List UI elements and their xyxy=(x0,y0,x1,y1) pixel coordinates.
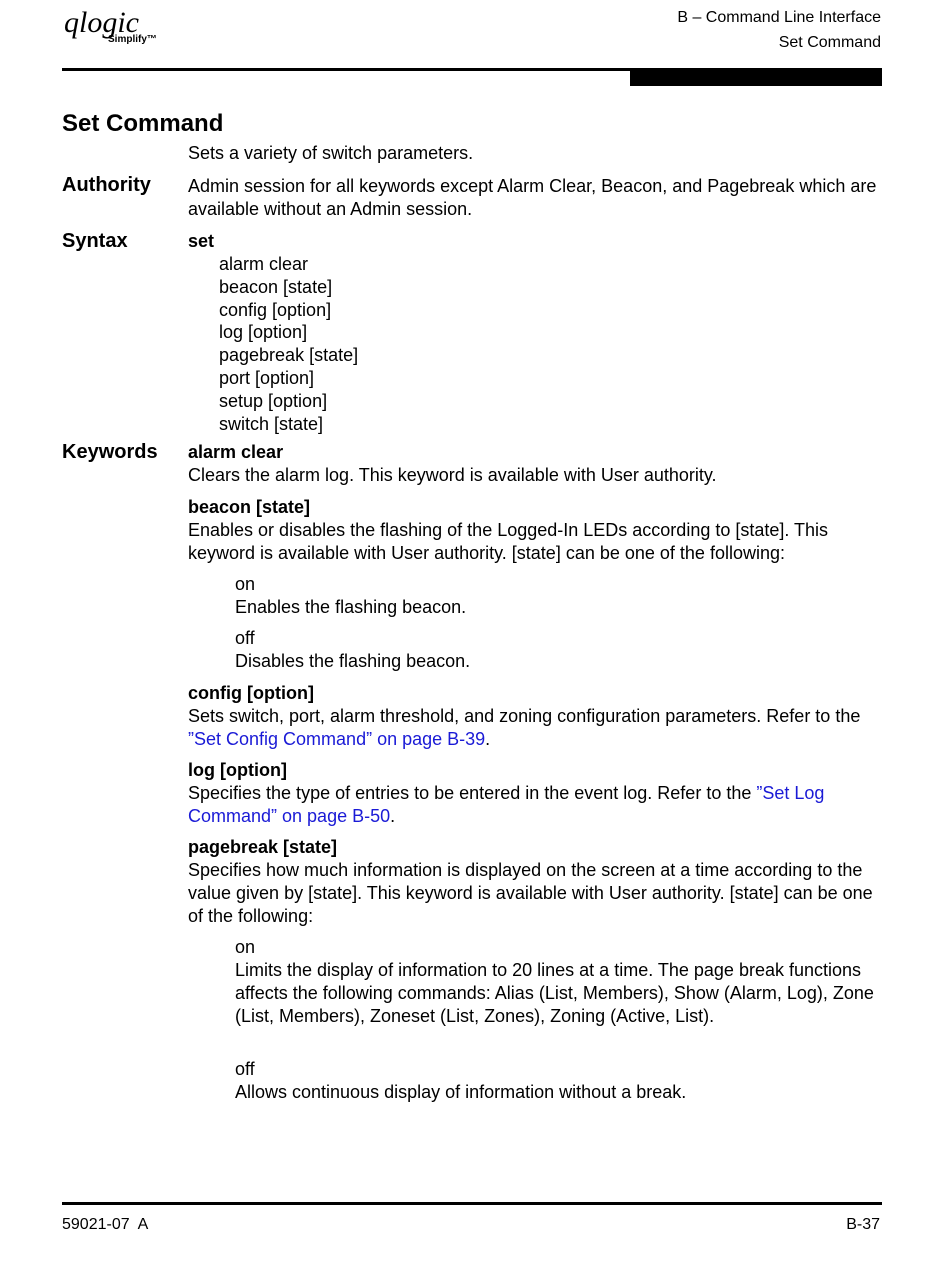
syntax-label: Syntax xyxy=(62,230,128,252)
pagebreak-off-desc: Allows continuous display of information without a break. xyxy=(235,1082,687,1102)
syntax-option: log [option] xyxy=(219,322,308,343)
set-config-command-link[interactable]: ”Set Config Command” on page B-39 xyxy=(188,729,486,749)
syntax-option: port [option] xyxy=(219,367,315,388)
log-desc-end: . xyxy=(390,806,396,826)
pagebreak-on-desc: Limits the display of information to 20 lines at a time. The page break functions affects the following commands: Alias (List, Members), Show (Alarm, Log), Zone (List, Members), Zoneset (List, Zones), Zoning (Active, List). xyxy=(235,960,874,1026)
footer-page-number: B-37 xyxy=(846,1216,880,1233)
header-chapter: B – Command Line Interface xyxy=(677,9,881,26)
beacon-on-term: on xyxy=(235,574,256,594)
header-section: Set Command xyxy=(778,34,881,51)
syntax-option: switch [state] xyxy=(219,413,324,434)
authority-text: Admin session for all keywords except Alarm Clear, Beacon, and Pagebreak which are available without an Admin session. xyxy=(188,176,877,219)
log-desc-text: Specifies the type of entries to be entered in the event log. Refer to the xyxy=(188,783,757,803)
authority-label: Authority xyxy=(62,174,151,196)
syntax-option: beacon [state] xyxy=(219,276,333,297)
keyword-alarm-desc: Clears the alarm log. This keyword is available with User authority. xyxy=(188,465,717,485)
beacon-off-term: off xyxy=(235,628,255,648)
syntax-option: setup [option] xyxy=(219,390,328,411)
syntax-option: pagebreak [state] xyxy=(219,345,359,366)
logo-wordmark: qlogic xyxy=(64,6,139,39)
keyword-beacon-desc: Enables or disables the flashing of the Logged-In LEDs according to [state]. This keyword is available with User authority. [state] can be one of the following: xyxy=(188,520,829,563)
syntax-option: alarm clear xyxy=(219,254,309,274)
keyword-pagebreak-desc: Specifies how much information is displayed on the screen at a time according to the value given by [state]. This keyword is available with User authority. [state] can be one of the following: xyxy=(188,860,873,926)
keywords-label: Keywords xyxy=(62,441,158,463)
syntax-command: set xyxy=(188,231,215,251)
footer-rule xyxy=(62,1202,882,1205)
keyword-config-term: config [option] xyxy=(188,683,314,703)
keyword-beacon-term: beacon [state] xyxy=(188,497,311,517)
beacon-off-desc: Disables the flashing beacon. xyxy=(235,651,471,671)
qlogic-logo xyxy=(62,4,172,60)
page-title: Set Command xyxy=(62,110,224,137)
qlogic-logo-graphic xyxy=(62,4,172,60)
set-log-command-link[interactable]: ”Set Log Command” on page B-50 xyxy=(188,783,825,826)
intro-text: Sets a variety of switch parameters. xyxy=(188,143,474,163)
keyword-config-desc xyxy=(188,705,882,751)
syntax-options xyxy=(219,253,358,435)
beacon-on-desc: Enables the flashing beacon. xyxy=(235,597,467,617)
keyword-log-desc xyxy=(188,782,882,828)
keyword-alarm-term: alarm clear xyxy=(188,442,284,462)
pagebreak-off-term: off xyxy=(235,1059,255,1079)
footer-doc-number: 59021-07 A xyxy=(62,1216,149,1233)
syntax-option: config [option] xyxy=(219,299,332,320)
header-tab-bar xyxy=(630,70,882,86)
keyword-pagebreak-term: pagebreak [state] xyxy=(188,837,338,857)
pagebreak-on-term: on xyxy=(235,937,256,957)
logo-tagline: Simplify™ xyxy=(108,34,157,45)
config-desc-text: Sets switch, port, alarm threshold, and zoning configuration parameters. Refer to the xyxy=(188,706,861,726)
config-desc-end: . xyxy=(485,729,491,749)
keyword-log-term: log [option] xyxy=(188,760,287,780)
